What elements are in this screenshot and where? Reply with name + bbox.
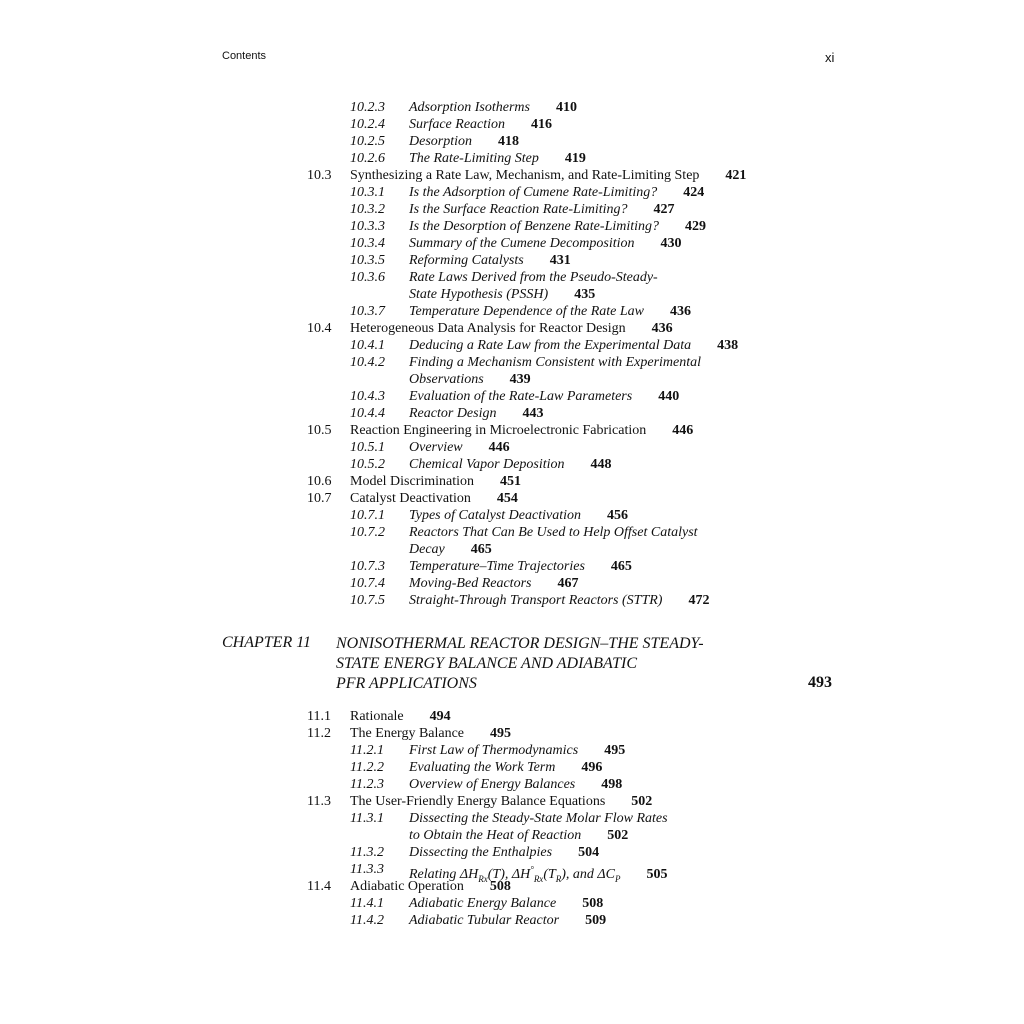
toc-number: 11.2	[307, 726, 331, 741]
toc-page-number: 446	[672, 423, 694, 438]
toc-title: Is the Adsorption of Cumene Rate-Limiting? 424	[409, 185, 705, 200]
toc-number: 10.5.2	[350, 457, 385, 472]
toc-title: Temperature–Time Trajectories 465	[409, 559, 632, 574]
toc-title: Adiabatic Tubular Reactor 509	[409, 913, 607, 928]
toc-number: 10.3.2	[350, 202, 385, 217]
toc-title: Chemical Vapor Deposition 448	[409, 457, 612, 472]
chapter-title	[336, 634, 756, 694]
toc-number: 10.7.1	[350, 508, 385, 523]
toc-title: Types of Catalyst Deactivation 456	[409, 508, 628, 523]
toc-title: First Law of Thermodynamics 495	[409, 743, 626, 758]
toc-page-number: 448	[590, 457, 612, 472]
toc-number: 10.3.6	[350, 270, 385, 285]
toc-page-number: 504	[578, 845, 600, 860]
toc-number: 10.2.3	[350, 100, 385, 115]
toc-page-number: 496	[581, 760, 603, 775]
toc-title: Adiabatic Operation 508	[350, 879, 511, 894]
toc-number: 10.3.5	[350, 253, 385, 268]
toc-number: 10.4	[307, 321, 332, 336]
toc-page-number: 456	[607, 508, 628, 523]
toc-title: Moving-Bed Reactors 467	[409, 576, 579, 591]
toc-number: 11.4.1	[350, 896, 384, 911]
toc-page-number: 439	[509, 372, 531, 387]
toc-page-number: 498	[601, 777, 623, 792]
toc-title: The Rate-Limiting Step 419	[409, 151, 586, 166]
toc-title: Surface Reaction 416	[409, 117, 553, 132]
page-number-roman: xi	[825, 50, 835, 65]
toc-title: Dissecting the Enthalpies 504	[409, 845, 600, 860]
toc-page-number: 454	[496, 491, 518, 506]
toc-number: 10.2.4	[350, 117, 385, 132]
toc-page-number: 502	[607, 828, 629, 843]
toc-title: Decay 465	[409, 542, 492, 557]
toc-number: 11.4	[307, 879, 331, 894]
toc-title: Adsorption Isotherms 410	[409, 100, 577, 115]
toc-title: Straight-Through Transport Reactors (STTR) 472	[409, 593, 710, 608]
toc-page-number: 416	[531, 117, 553, 132]
toc-number: 10.5	[307, 423, 332, 438]
toc-page-number: 443	[522, 406, 544, 421]
toc-title: Overview 446	[409, 440, 510, 455]
toc-page-number: 494	[429, 709, 451, 724]
toc-page-number: 451	[500, 474, 522, 489]
toc-title: Summary of the Cumene Decomposition 430	[409, 236, 682, 251]
toc-title: Dissecting the Steady-State Molar Flow Rates	[409, 811, 668, 826]
toc-page-number: 429	[685, 219, 707, 234]
toc-title: to Obtain the Heat of Reaction 502	[409, 828, 629, 843]
chapter-page-number: 493	[808, 674, 832, 691]
toc-number: 10.7.4	[350, 576, 385, 591]
toc-title: Adiabatic Energy Balance 508	[409, 896, 604, 911]
toc-number: 11.3.1	[350, 811, 384, 826]
toc-title: Catalyst Deactivation 454	[350, 491, 518, 506]
toc-title: Temperature Dependence of the Rate Law 436	[409, 304, 691, 319]
toc-title: Relating $\Delta H_{Rx}(T)$, $\Delta H^\circ_{Rx}(T_R)$, and $\Delta C_P$ 505	[409, 864, 668, 884]
toc-number: 10.2.6	[350, 151, 385, 166]
toc-page-number: 431	[549, 253, 571, 268]
toc-title: Reaction Engineering in Microelectronic Fabrication 446	[350, 423, 694, 438]
toc-title: The User-Friendly Energy Balance Equations 502	[350, 794, 653, 809]
toc-title: Evaluation of the Rate-Law Parameters 440	[409, 389, 680, 404]
toc-number: 10.3	[307, 168, 332, 183]
toc-page-number: 440	[658, 389, 680, 404]
toc-number: 10.7	[307, 491, 332, 506]
toc-page-number: 472	[688, 593, 710, 608]
toc-title: Rate Laws Derived from the Pseudo-Steady-	[409, 270, 658, 285]
toc-page-number: 495	[490, 726, 512, 741]
toc-title: Desorption 418	[409, 134, 519, 149]
toc-number: 11.3	[307, 794, 331, 809]
toc-number: 10.2.5	[350, 134, 385, 149]
toc-title: Rationale 494	[350, 709, 451, 724]
toc-page-number: 508	[489, 879, 511, 894]
toc-number: 10.4.4	[350, 406, 385, 421]
toc-page-number: 467	[557, 576, 579, 591]
toc-page-number: 421	[725, 168, 747, 183]
toc-number: 11.2.2	[350, 760, 384, 775]
toc-number: 11.1	[307, 709, 331, 724]
chapter-title-line: STATE ENERGY BALANCE AND ADIABATIC	[336, 655, 638, 672]
chapter-title-line: PFR APPLICATIONS	[336, 675, 477, 692]
toc-page-number: 509	[585, 913, 607, 928]
toc-number: 10.3.3	[350, 219, 385, 234]
toc-title: Evaluating the Work Term 496	[409, 760, 603, 775]
toc-title: Reactors That Can Be Used to Help Offset Catalyst	[409, 525, 698, 540]
toc-number: 10.7.5	[350, 593, 385, 608]
chapter-label: CHAPTER 11	[222, 634, 312, 651]
toc-page-number: 446	[488, 440, 510, 455]
toc-number: 10.3.7	[350, 304, 385, 319]
toc-page-number: 505	[646, 866, 668, 882]
toc-page-number: 436	[669, 304, 691, 319]
toc-number: 11.3.2	[350, 845, 384, 860]
toc-page-number: 424	[683, 185, 705, 200]
running-header-left: Contents	[222, 50, 267, 62]
toc-number: 10.4.2	[350, 355, 385, 370]
toc-page-number: 465	[470, 542, 492, 557]
chapter-title-line: NONISOTHERMAL REACTOR DESIGN–THE STEADY-	[336, 635, 704, 652]
toc-title: State Hypothesis (PSSH) 435	[409, 287, 596, 302]
toc-page-number: 438	[717, 338, 739, 353]
toc-page-number: 436	[651, 321, 673, 336]
toc-number: 11.2.1	[350, 743, 384, 758]
toc-title: Deducing a Rate Law from the Experimental Data 438	[409, 338, 739, 353]
toc-number: 10.7.2	[350, 525, 385, 540]
toc-number: 10.7.3	[350, 559, 385, 574]
toc-number: 10.4.3	[350, 389, 385, 404]
toc-number: 10.3.1	[350, 185, 385, 200]
toc-title: Observations 439	[409, 372, 531, 387]
toc-title: Is the Desorption of Benzene Rate-Limiting? 429	[409, 219, 707, 234]
toc-number: 10.6	[307, 474, 332, 489]
toc-page-number: 508	[582, 896, 604, 911]
toc-title: Heterogeneous Data Analysis for Reactor Design 436	[350, 321, 673, 336]
toc-number: 11.3.3	[350, 862, 384, 877]
toc-number: 10.3.4	[350, 236, 385, 251]
toc-title: Synthesizing a Rate Law, Mechanism, and Rate-Limiting Step 421	[350, 168, 747, 183]
toc-number: 10.4.1	[350, 338, 385, 353]
toc-page-number: 410	[555, 100, 577, 115]
toc-page-number: 502	[631, 794, 653, 809]
toc-page-number: 419	[564, 151, 586, 166]
toc-number: 11.2.3	[350, 777, 384, 792]
toc-title: Reactor Design 443	[409, 406, 544, 421]
toc-page-number: 495	[604, 743, 626, 758]
toc-title: Is the Surface Reaction Rate-Limiting? 427	[409, 202, 675, 217]
toc-title: Overview of Energy Balances 498	[409, 777, 623, 792]
toc-page-number: 427	[653, 202, 675, 217]
toc-title: The Energy Balance 495	[350, 726, 512, 741]
toc-page-number: 465	[610, 559, 632, 574]
toc-title: Finding a Mechanism Consistent with Experimental	[409, 355, 702, 370]
toc-number: 10.5.1	[350, 440, 385, 455]
toc-title: Reforming Catalysts 431	[409, 253, 571, 268]
toc-page-number: 435	[574, 287, 596, 302]
toc-page-number: 418	[498, 134, 519, 149]
toc-page-number: 430	[660, 236, 682, 251]
toc-title: Model Discrimination 451	[350, 474, 522, 489]
toc-number: 11.4.2	[350, 913, 384, 928]
